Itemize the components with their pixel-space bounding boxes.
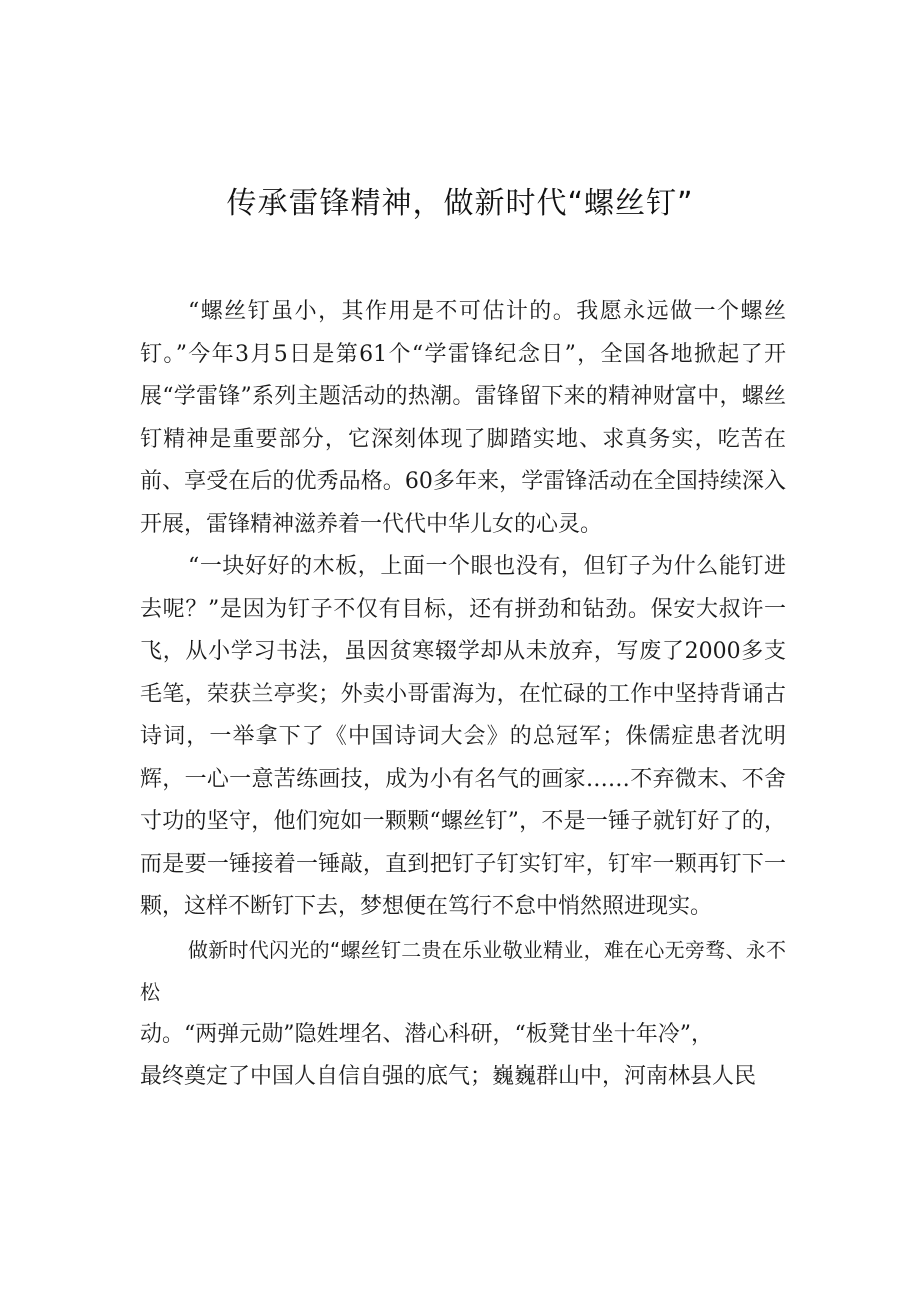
paragraph-3-line-2: 动。“两弹元勋”隐姓埋名、潜心科研，“板凳甘坐十年冷”，: [140, 1021, 713, 1047]
paragraph-2: “一块好好的木板，上面一个眼也没有，但钉子为什么能钉进去呢？”是因为钉子不仅有目标，还有拼劲和钻劲。保安大叔许一飞，从小学习书法，虽因贫寒辍学却从未放弃，写废了2000多支毛笔，荣获兰亭奖；外卖小哥雷海为，在忙碌的工作中坚持背诵古诗词，一举拿下了《中国诗词大会》的总冠军；侏儒症患者沈明辉，一心一意苦练画技，成为小有名气的画家……不弃微末、不舍寸功的坚守，他们宛如一颗颗“螺丝钉”，不是一锤子就钉好了的，而是要一锤接着一锤敲，直到把钉子钉实钉牢，钉牢一颗再钉下一颗，这样不断钉下去，梦想便在笃行不怠中悄然照进现实。: [140, 554, 786, 919]
document-title: 传承雷锋精神，做新时代“螺丝钉”: [226, 186, 694, 221]
paragraph-3: [140, 929, 786, 1099]
paragraph-3-line-1: 做新时代闪光的“螺丝钉二贵在乐业敬业精业，难在心无旁骛、永不松: [140, 937, 786, 1004]
paragraph-3-line-3: 最终奠定了中国人自信自强的底气；巍巍群山中，河南林县人民: [140, 1064, 757, 1089]
document-body: [140, 291, 786, 1099]
paragraph-1: “螺丝钉虽小，其作用是不可估计的。我愿永远做一个螺丝钉。”今年3月5日是第61个“学雷锋纪念日”，全国各地掀起了开展“学雷锋”系列主题活动的热潮。雷锋留下来的精神财富中，螺丝钉精神是重要部分，它深刻体现了脚踏实地、求真务实，吃苦在前、享受在后的优秀品格。60多年来，学雷锋活动在全国持续深入开展，雷锋精神滋养着一代代中华儿女的心灵。: [140, 299, 786, 537]
